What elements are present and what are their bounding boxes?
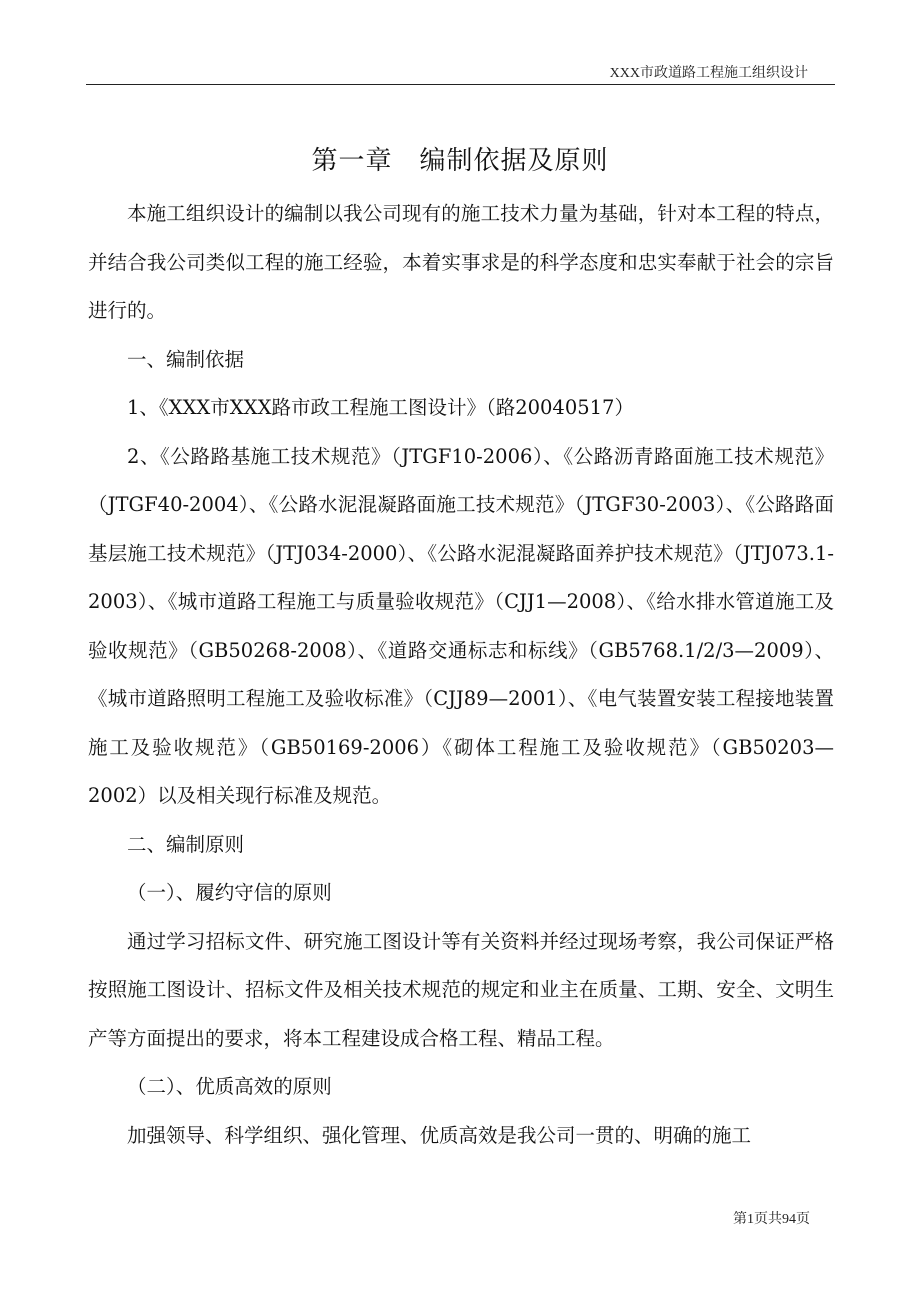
principle-heading-2: （二）、优质高效的原则	[127, 1075, 332, 1098]
intro-paragraph: 本施工组织设计的编制以我公司现有的施工技术力量为基础，针对本工程的特点，并结合我公司类似工程的施工经验，本着实事求是的科学态度和忠实奉献于社会的宗旨进行的。	[88, 202, 834, 322]
basis-item-2: 2、《公路路基施工技术规范》（JTGF10-2006）、《公路沥青路面施工技术规范》（JTGF40-2004）、《公路水泥混凝路面施工技术规范》（JTGF30-2003）、《公路路面基层施工技术规范》（JTJ034-2000）、《公路水泥混凝路面养护技术规范》（JTJ073.1-2003）、《城市道路工程施工与质量验收规范》（CJJ1—2008）、《给水排水管道施工及验收规范》（GB50268-2008）、《道路交通标志和标线》（GB5768.1/2/3—2009）、《城市道路照明工程施工及验收标准》（CJJ89—2001）、《电气装置安装工程接地装置施工及验收规范》（GB50169-2006）《砌体工程施工及验收规范》（GB50203—2002）以及相关现行标准及规范。	[88, 444, 834, 807]
header-divider	[86, 84, 835, 85]
section-heading-basis: 一、编制依据	[127, 347, 245, 371]
section-heading-principles: 二、编制原则	[127, 832, 245, 856]
document-body	[88, 190, 834, 1160]
principle-heading-1: （一）、履约守信的原则	[127, 881, 332, 904]
page-number: 第1页共94页	[733, 1212, 810, 1227]
principle-paragraph-1: 通过学习招标文件、研究施工图设计等有关资料并经过现场考察，我公司保证严格按照施工图设计、招标文件及相关技术规范的规定和业主在质量、工期、安全、文明生产等方面提出的要求，将本工程建设成合格工程、精品工程。	[88, 929, 834, 1050]
basis-item-1: 1、《XXX市XXX路市政工程施工图设计》（路20040517）	[127, 396, 634, 419]
chapter-title: 第一章 编制依据及原则	[311, 146, 609, 176]
principle-paragraph-2: 加强领导、科学组织、强化管理、优质高效是我公司一贯的、明确的施工	[127, 1123, 752, 1147]
running-header: XXX市政道路工程施工组织设计	[609, 66, 808, 81]
